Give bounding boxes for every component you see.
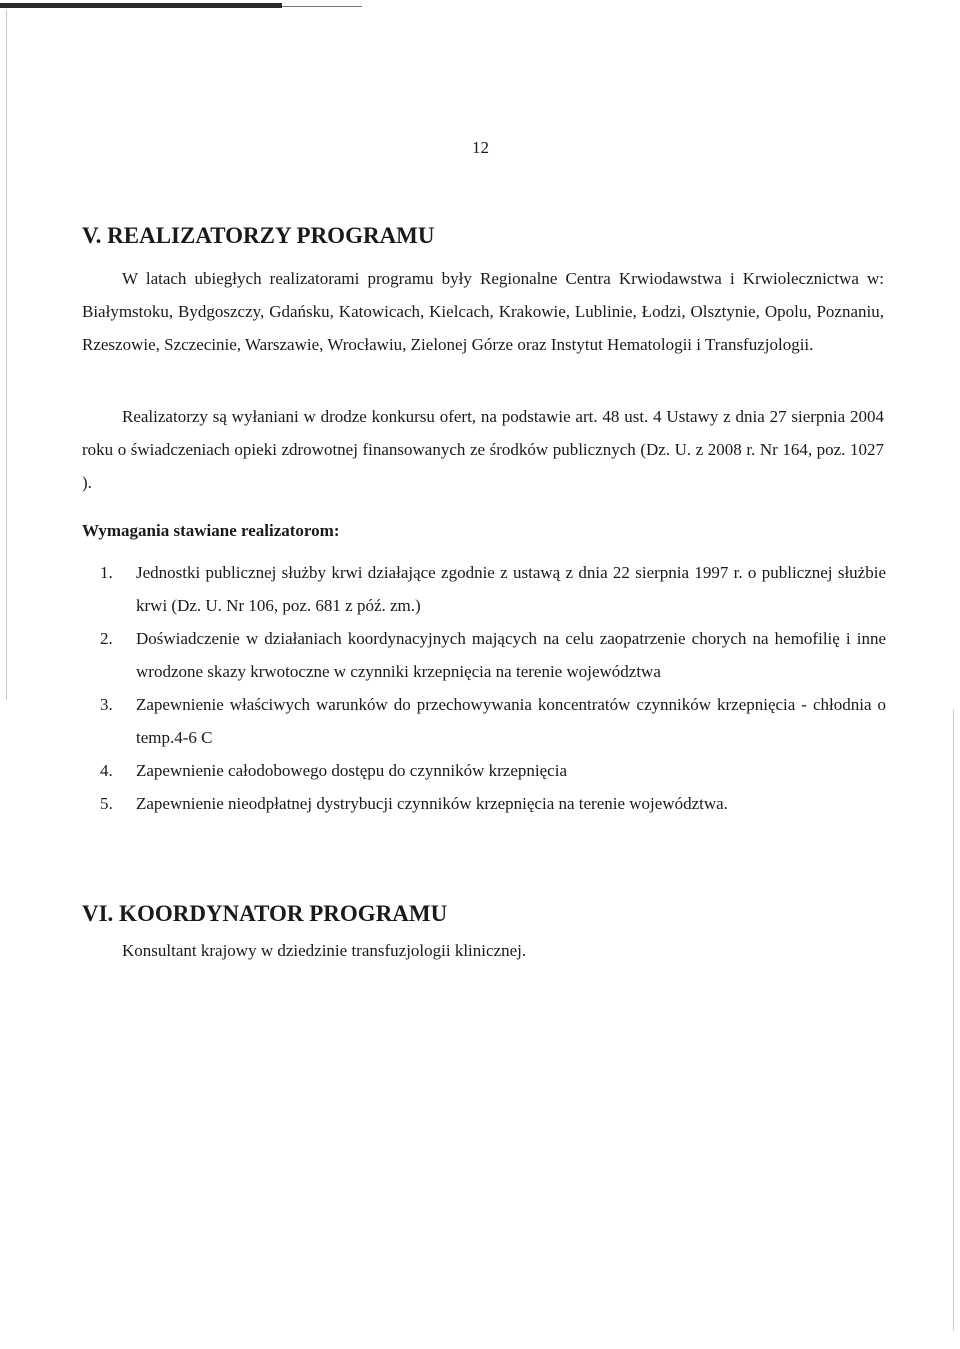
requirements-list <box>100 556 886 820</box>
list-item <box>100 754 886 787</box>
scan-left-edge <box>6 10 7 700</box>
list-item <box>100 556 886 622</box>
list-item <box>100 622 886 688</box>
list-item-text: Zapewnienie nieodpłatnej dystrybucji czynników krzepnięcia na terenie województwa. <box>136 794 728 813</box>
list-item-text: Doświadczenie w działaniach koordynacyjnych mających na celu zaopatrzenie chorych na hemofilię i inne wrodzone skazy krwotoczne w czynniki krzepnięcia na terenie województwa <box>136 629 886 681</box>
list-item-number: 5. <box>100 794 113 813</box>
paragraph-realizatorzy: W latach ubiegłych realizatorami programu były Regionalne Centra Krwiodawstwa i Krwiolecznictwa w: Białymstoku, Bydgoszczy, Gdańsku, Katowicach, Kielcach, Krakowie, Lublinie, Łodzi, Olsztynie, Opolu, Poznaniu, Rzeszowie, Szczecinie, Warszawie, Wrocławiu, Zielonej Górze oraz Instytut Hematologii i Transfuzjologii. <box>82 269 884 354</box>
scan-edge-bar <box>0 3 282 8</box>
list-item-number: 2. <box>100 629 113 648</box>
list-item-text: Zapewnienie całodobowego dostępu do czynników krzepnięcia <box>136 761 567 780</box>
list-item-number: 4. <box>100 761 113 780</box>
requirements-heading: Wymagania stawiane realizatorom: <box>82 521 340 540</box>
coordinator-text: Konsultant krajowy w dziedzinie transfuzjologii klinicznej. <box>122 941 527 960</box>
list-item <box>100 688 886 754</box>
list-item-text: Jednostki publicznej służby krwi działające zgodnie z ustawą z dnia 22 sierpnia 1997 r. o publicznej służbie krwi (Dz. U. Nr 106, poz. 681 z póź. zm.) <box>136 563 886 615</box>
section-title-koordynator: VI. KOORDYNATOR PROGRAMU <box>82 901 448 926</box>
page-number: 12 <box>472 138 489 157</box>
list-item-number: 1. <box>100 563 113 582</box>
list-item-number: 3. <box>100 695 113 714</box>
paragraph-konkurs: Realizatorzy są wyłaniani w drodze konkursu ofert, na podstawie art. 48 ust. 4 Ustawy z dnia 27 sierpnia 2004 roku o świadczeniach opieki zdrowotnej finansowanych ze środków publicznych (Dz. U. z 2008 r. Nr 164, poz. 1027 ). <box>82 407 884 492</box>
list-item-text: Zapewnienie właściwych warunków do przechowywania koncentratów czynników krzepnięcia - chłodnia o temp.4-6 C <box>136 695 886 747</box>
section-title-realizatorzy: V. REALIZATORZY PROGRAMU <box>82 223 435 248</box>
list-item <box>100 787 886 820</box>
scan-right-edge <box>953 710 954 1330</box>
scan-edge-line <box>282 6 362 7</box>
